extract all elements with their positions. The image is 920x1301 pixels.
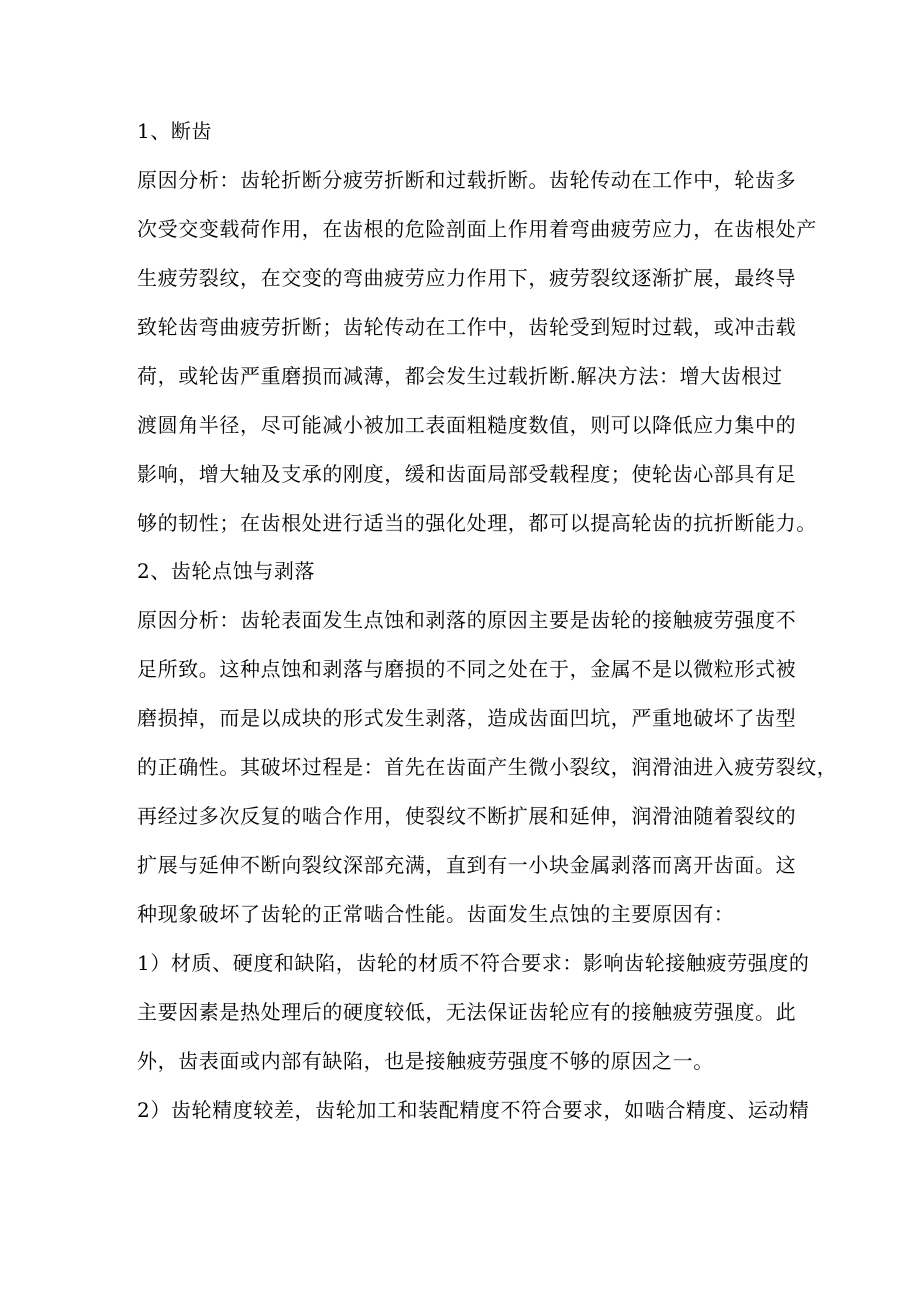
paragraph-line: 足所致。这种点蚀和剥落与磨损的不同之处在于，金属不是以微粒形式被 xyxy=(137,657,797,681)
list-item-1-line: 主要因素是热处理后的硬度较低，无法保证齿轮应有的接触疲劳强度。此 xyxy=(137,1000,797,1024)
paragraph-line: 渡圆角半径，尽可能减小被加工表面粗糙度数值，则可以降低应力集中的 xyxy=(137,413,797,437)
list-item-1-line: 外，齿表面或内部有缺陷，也是接触疲劳强度不够的原因之一。 xyxy=(137,1049,714,1073)
section-2-heading: 2、齿轮点蚀与剥落 xyxy=(137,559,316,583)
paragraph-line: 种现象破坏了齿轮的正常啮合性能。齿面发生点蚀的主要原因有： xyxy=(137,902,735,926)
paragraph-line: 生疲劳裂纹，在交变的弯曲疲劳应力作用下，疲劳裂纹逐渐扩展，最终导 xyxy=(137,266,797,290)
paragraph-line: 次受交变载荷作用，在齿根的危险剖面上作用着弯曲疲劳应力，在齿根处产 xyxy=(137,217,817,241)
paragraph-line: 荷，或轮齿严重磨损而减薄，都会发生过载折断.解决方法：增大齿根过 xyxy=(137,364,783,388)
paragraph-line: 影响，增大轴及支承的刚度，缓和齿面局部受载程度；使轮齿心部具有足 xyxy=(137,462,797,486)
paragraph-line: 原因分析：齿轮折断分疲劳折断和过载折断。齿轮传动在工作中，轮齿多 xyxy=(137,168,797,192)
section-1-heading: 1、断齿 xyxy=(137,119,213,143)
paragraph-line: 够的韧性；在齿根处进行适当的强化处理，都可以提高轮齿的抗折断能力。 xyxy=(137,511,817,535)
paragraph-line: 的正确性。其破坏过程是：首先在齿面产生微小裂纹，润滑油进入疲劳裂纹， xyxy=(137,755,838,779)
list-item-1-line: 1）材质、硬度和缺陷，齿轮的材质不符合要求：影响齿轮接触疲劳强度的 xyxy=(137,951,810,975)
paragraph-line: 原因分析：齿轮表面发生点蚀和剥落的原因主要是齿轮的接触疲劳强度不 xyxy=(137,608,797,632)
paragraph-line: 再经过多次反复的啮合作用，使裂纹不断扩展和延伸，润滑油随着裂纹的 xyxy=(137,804,797,828)
list-item-2-line: 2）齿轮精度较差，齿轮加工和装配精度不符合要求，如啮合精度、运动精 xyxy=(137,1098,810,1122)
paragraph-line: 磨损掉，而是以成块的形式发生剥落，造成齿面凹坑，严重地破坏了齿型 xyxy=(137,706,797,730)
paragraph-line: 致轮齿弯曲疲劳折断；齿轮传动在工作中，齿轮受到短时过载，或冲击载 xyxy=(137,315,797,339)
paragraph-line: 扩展与延伸不断向裂纹深部充满，直到有一小块金属剥落而离开齿面。这 xyxy=(137,853,797,877)
